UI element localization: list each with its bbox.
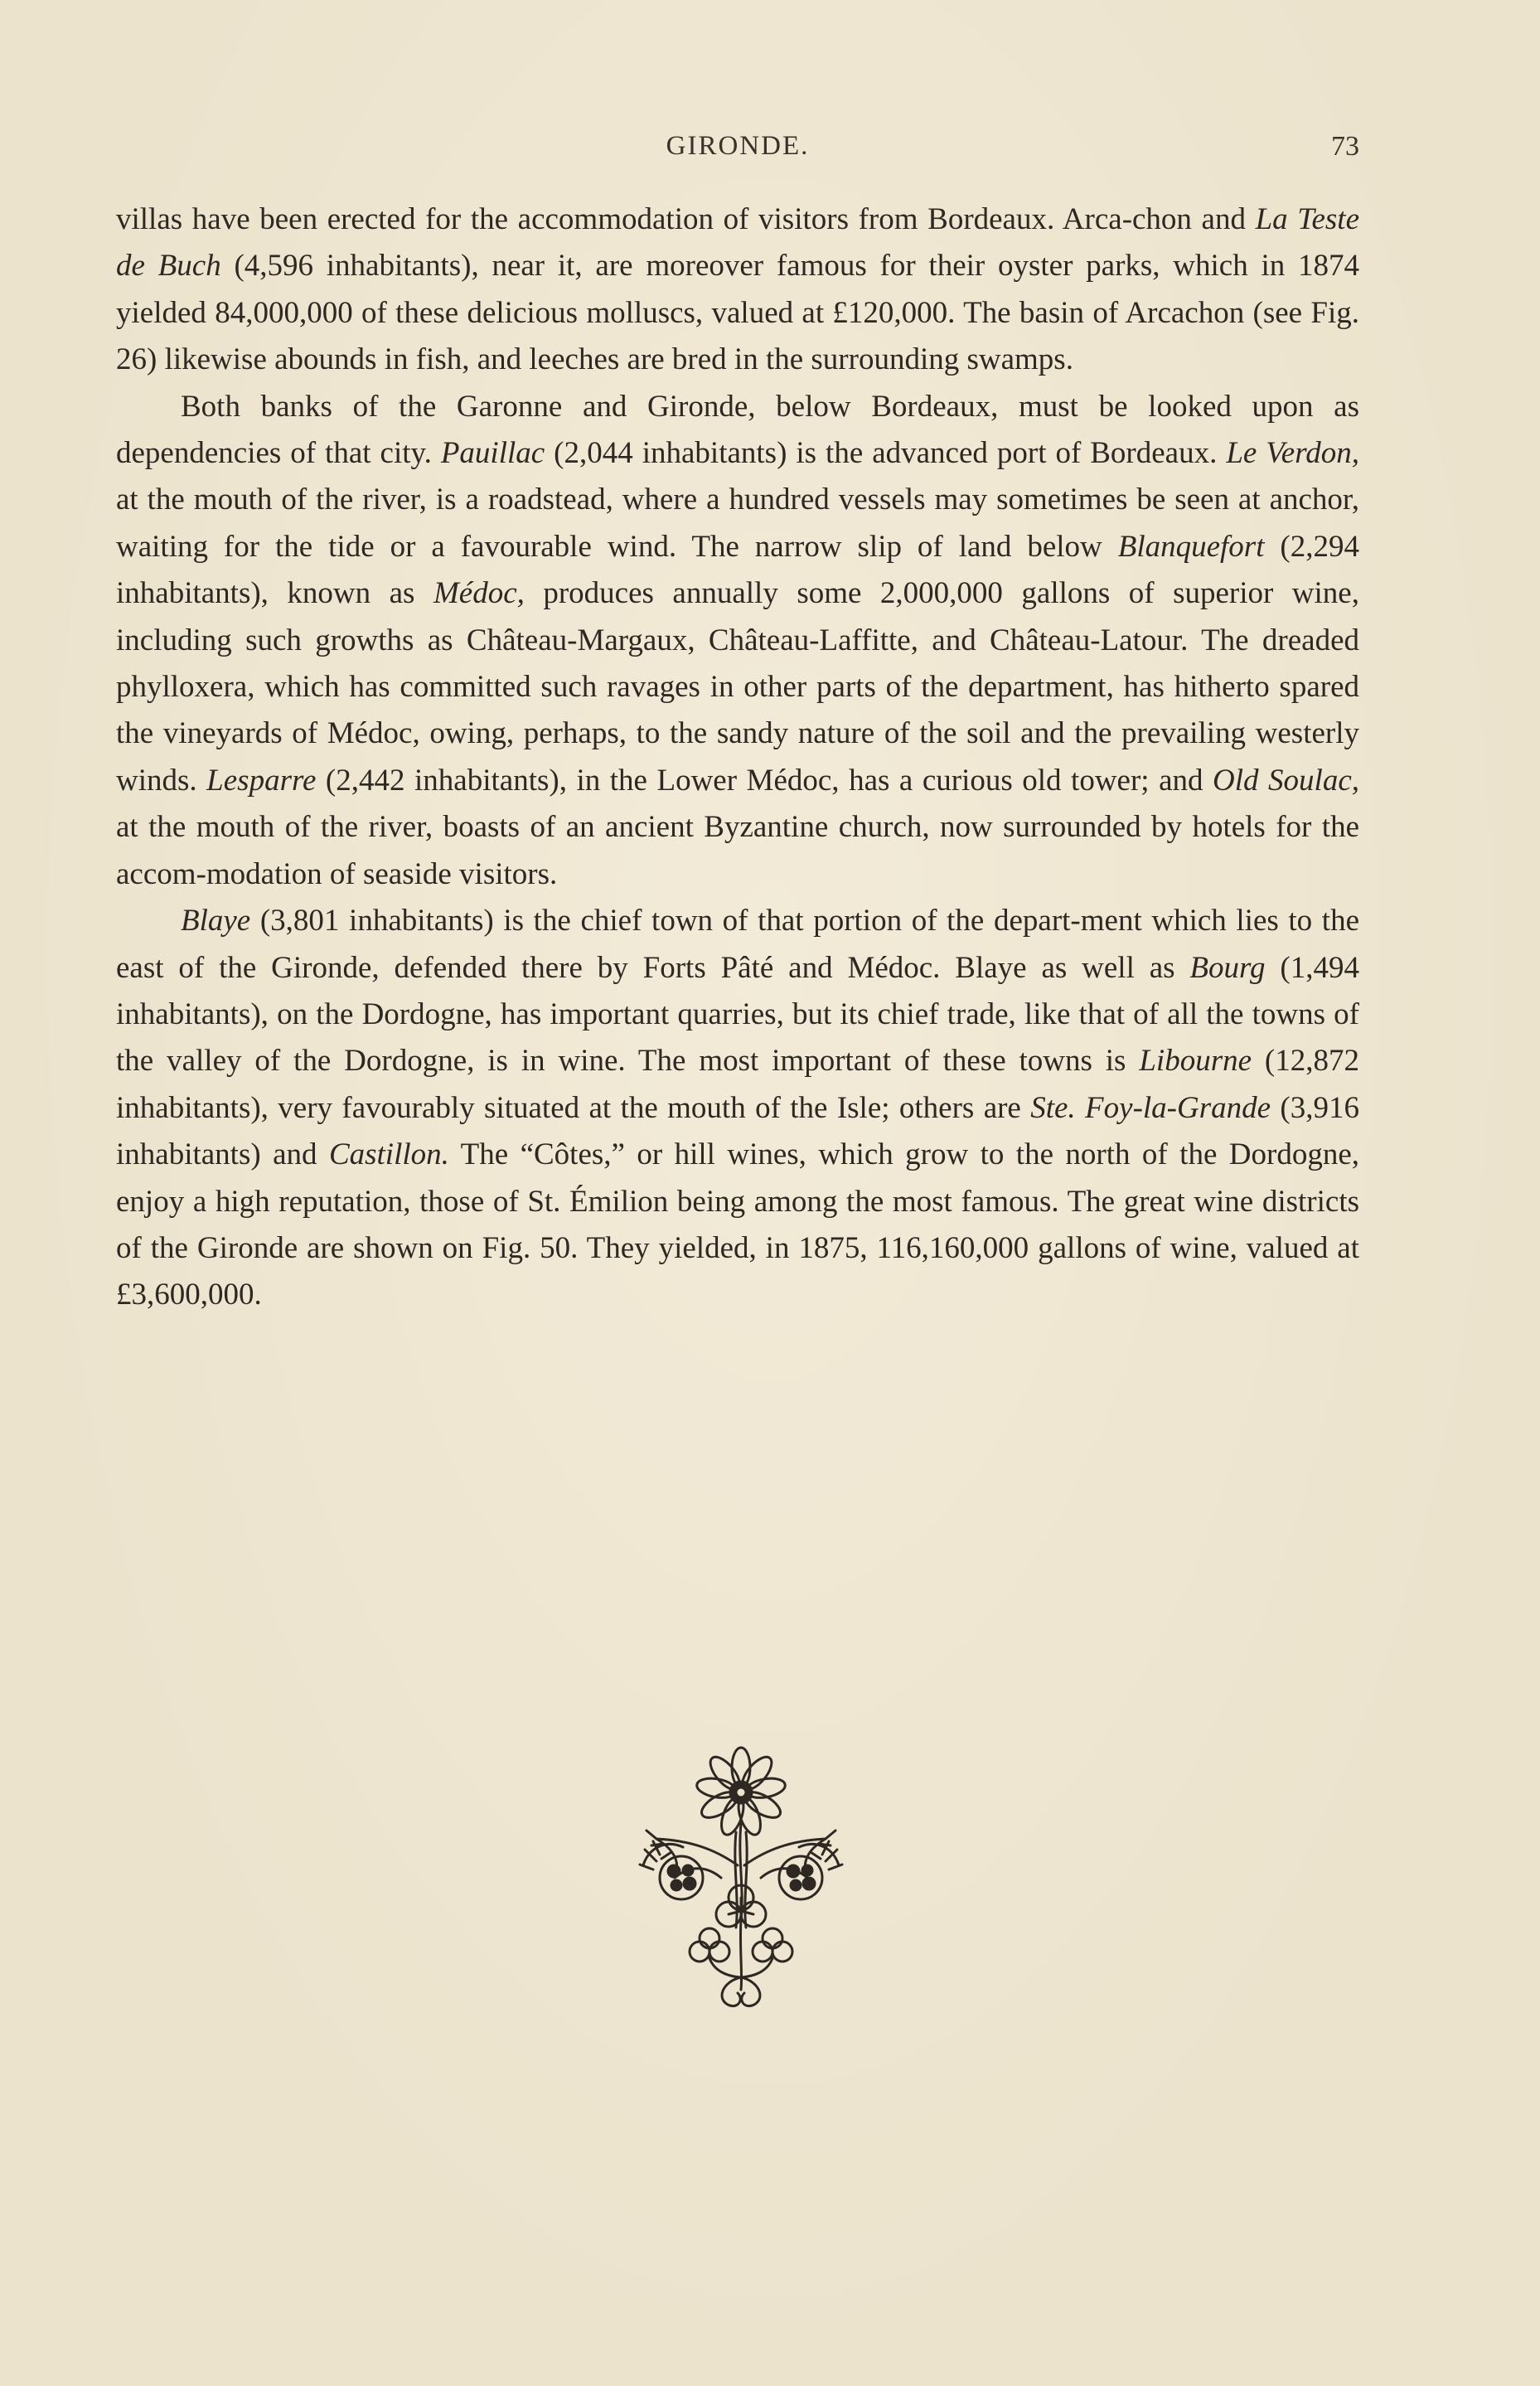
p3-text-4: (3,916 inhabitants) and <box>116 1090 1359 1172</box>
p2-place-4: Médoc, <box>433 576 525 611</box>
p1-text-1: villas have been erected for the accommodation of visitors from Bordeaux. Arca-chon and <box>116 202 1256 236</box>
p3-place-4: Ste. Foy-la-Grande <box>1030 1090 1271 1125</box>
p3-text-5: The “Côtes,” or hill wines, which grow to the north of the Dordogne, enjoy a high reputation, those of St. Émilion being among the most famous. The great wine districts of the Gironde are shown on Fig. 50. They yielded, in 1875, 116,160,000 gallons of wine, valued at £3,600,000. <box>116 1137 1359 1312</box>
p2-text-5: produces annually some 2,000,000 gallons of superior wine, including such growths as Château-Margaux, Château-Laffitte, and Château-Latour. The dreaded phylloxera, which has committed such ravages in other parts of the department, has hitherto spared the vineyards of Médoc, owing, perhaps, to the sandy nature of the soil and the prevailing westerly winds. <box>116 576 1359 798</box>
p2-place-2: Le Verdon, <box>1226 436 1360 471</box>
p2-text-6: (2,442 inhabitants), in the Lower Médoc, has a curious old tower; and <box>316 763 1213 798</box>
running-head <box>116 131 1359 172</box>
p2-text-3: at the mouth of the river, is a roadstead, where a hundred vessels may sometimes be seen at anchor, waiting for the tide or a favourable wind. The narrow slip of land below <box>116 483 1359 564</box>
p2-text-7: at the mouth of the river, boasts of an ancient Byzantine church, now surrounded by hotels for the accom-modation of seaside visitors. <box>116 810 1359 891</box>
body-text <box>116 196 1359 1319</box>
floral-tailpiece-icon <box>623 1741 860 2015</box>
paragraph-2 <box>116 384 1359 898</box>
p2-place-5: Lesparre <box>206 763 317 798</box>
p1-text-2: (4,596 inhabitants), near it, are moreover famous for their oyster parks, which in 1874 yielded 84,000,000 of these delicious molluscs, valued at £120,000. The basin of Arcachon (see Fig. 26) likewise abounds in fish, and leeches are bred in the surrounding swamps. <box>116 249 1359 377</box>
p3-place-1: Blaye <box>181 904 251 938</box>
p3-text-2: (1,494 inhabitants), on the Dordogne, has important quarries, but its chief trade, like that of all the towns of the valley of the Dordogne, is in wine. The most important of these towns is <box>116 950 1359 1079</box>
p2-text-1: Both banks of the Garonne and Gironde, below Bordeaux, must be looked upon as dependencies of that city. <box>116 389 1359 471</box>
p3-place-2: Bourg <box>1189 950 1266 985</box>
p3-place-5: Castillon. <box>328 1137 449 1172</box>
p2-place-3: Blanquefort <box>1117 529 1265 564</box>
p3-text-1: (3,801 inhabitants) is the chief town of that portion of the depart-ment which lies to the east of the Gironde, defended there by Forts Pâté and Médoc. Blaye as well as <box>116 904 1359 985</box>
p1-place-1: La Teste de Buch <box>116 202 1359 284</box>
paragraph-3 <box>116 898 1359 1319</box>
p2-text-2: (2,044 inhabitants) is the advanced port of Bordeaux. <box>545 436 1227 471</box>
p3-place-3: Libourne <box>1139 1044 1252 1079</box>
running-title: GIRONDE. <box>666 131 810 161</box>
p2-text-4: (2,294 inhabitants), known as <box>116 529 1359 611</box>
page-number: 73 <box>1331 131 1359 162</box>
p3-text-3: (12,872 inhabitants), very favourably situated at the mouth of the Isle; others are <box>116 1044 1360 1125</box>
p2-place-1: Pauillac <box>440 436 545 471</box>
paragraph-1 <box>116 196 1359 384</box>
p2-place-6: Old Soulac, <box>1213 763 1360 798</box>
